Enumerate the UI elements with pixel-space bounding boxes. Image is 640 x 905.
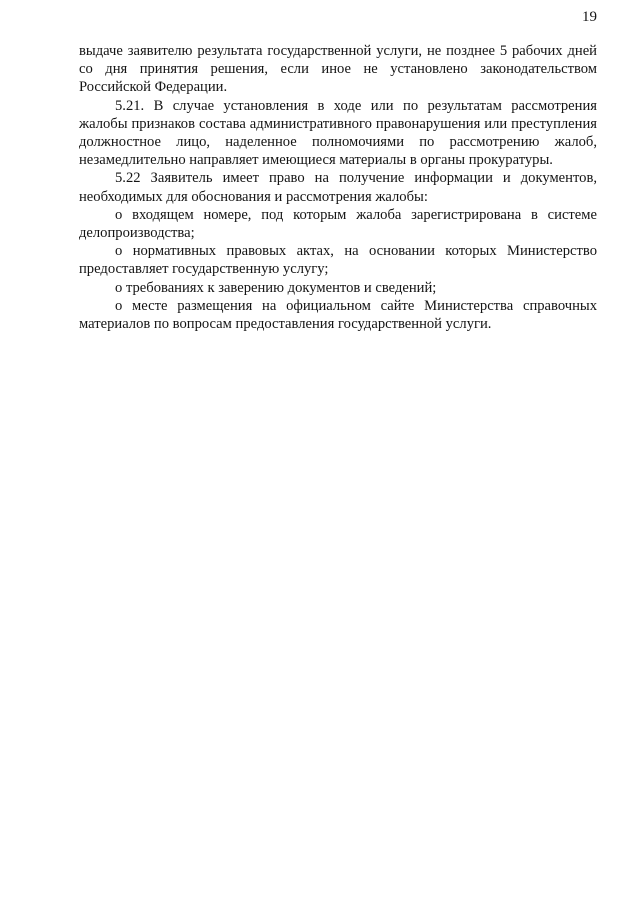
document-body <box>79 42 597 333</box>
paragraph-5-21: 5.21. В случае установления в ходе или по результатам рассмотрения жалобы признаков состава административного правонарушения или преступления должностное лицо, наделенное полномочиями по рассмотрению жалоб, незамедлительно направляет имеющиеся материалы в органы прокуратуры. <box>79 97 597 169</box>
list-item-reference-materials: о месте размещения на официальном сайте Министерства справочных материалов по вопросам предоставления государственной услуги. <box>79 297 597 333</box>
paragraph-continuation: выдаче заявителю результата государственной услуги, не позднее 5 рабочих дней со дня принятия решения, если иное не установлено законодательством Российской Федерации. <box>79 43 597 96</box>
list-item-legal-acts: о нормативных правовых актах, на основании которых Министерство предоставляет государственную услугу; <box>79 243 597 278</box>
page-number: 19 <box>582 9 597 25</box>
list-item-certification-requirements: о требованиях к заверению документов и сведений; <box>115 279 437 296</box>
list-item-incoming-number: о входящем номере, под которым жалоба зарегистрирована в системе делопроизводства; <box>79 206 597 242</box>
paragraph-5-22: 5.22 Заявитель имеет право на получение информации и документов, необходимых для обоснования и рассмотрения жалобы: <box>79 170 597 205</box>
